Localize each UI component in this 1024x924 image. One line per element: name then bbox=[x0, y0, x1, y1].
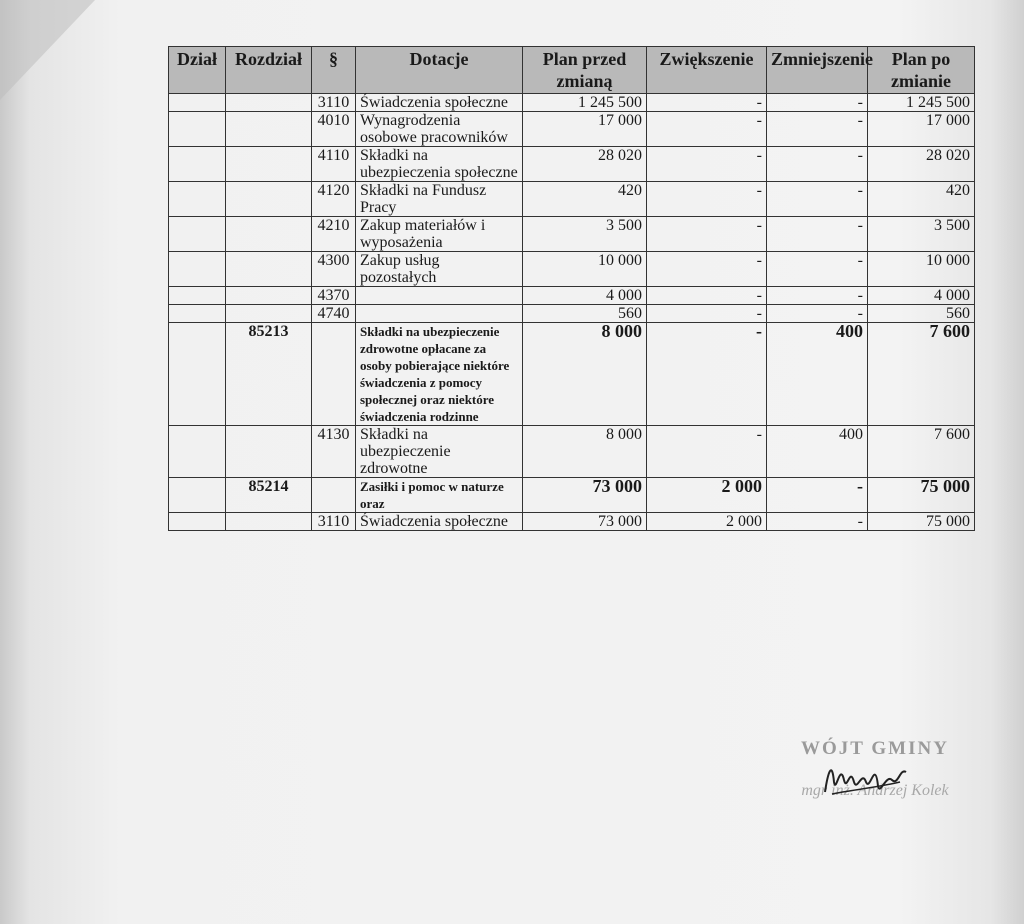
cell-zwiekszenie: - bbox=[647, 252, 767, 287]
cell-plan-po: 75 000 bbox=[868, 513, 975, 531]
cell-zmniejszenie: - bbox=[767, 147, 868, 182]
cell-opis: Zakup materiałów i wyposażenia bbox=[356, 217, 523, 252]
cell-plan-po: 7 600 bbox=[868, 426, 975, 478]
budget-table bbox=[168, 46, 975, 531]
cell-zmniejszenie: - bbox=[767, 478, 868, 513]
cell-plan-przed: 28 020 bbox=[523, 147, 647, 182]
cell-zwiekszenie: 2 000 bbox=[647, 478, 767, 513]
cell-plan-przed: 420 bbox=[523, 182, 647, 217]
header-dzial: Dział bbox=[169, 47, 226, 94]
cell-rozdzial: 85214 bbox=[226, 478, 312, 513]
cell-zmniejszenie: - bbox=[767, 217, 868, 252]
cell-plan-przed: 1 245 500 bbox=[523, 94, 647, 112]
header-paragraf: § bbox=[312, 47, 356, 94]
header-plan-po: Plan po zmianie bbox=[868, 47, 975, 94]
cell-opis bbox=[356, 287, 523, 305]
cell-zmniejszenie: - bbox=[767, 287, 868, 305]
cell-plan-po: 420 bbox=[868, 182, 975, 217]
cell-opis: Świadczenia społeczne bbox=[356, 513, 523, 531]
cell-dzial bbox=[169, 94, 226, 112]
table-row bbox=[169, 252, 975, 287]
cell-plan-po: 10 000 bbox=[868, 252, 975, 287]
cell-zwiekszenie: - bbox=[647, 94, 767, 112]
signature-block bbox=[760, 738, 990, 800]
table-row bbox=[169, 305, 975, 323]
cell-zwiekszenie: - bbox=[647, 182, 767, 217]
cell-plan-po: 7 600 bbox=[868, 323, 975, 426]
cell-zwiekszenie: - bbox=[647, 147, 767, 182]
table-row bbox=[169, 426, 975, 478]
cell-rozdzial bbox=[226, 305, 312, 323]
table-row bbox=[169, 94, 975, 112]
cell-dzial bbox=[169, 252, 226, 287]
cell-opis: Składki na ubezpieczenie zdrowotne bbox=[356, 426, 523, 478]
cell-zmniejszenie: - bbox=[767, 513, 868, 531]
cell-rozdzial bbox=[226, 147, 312, 182]
cell-plan-po: 17 000 bbox=[868, 112, 975, 147]
handwritten-signature bbox=[820, 752, 910, 802]
cell-paragraf: 4370 bbox=[312, 287, 356, 305]
cell-paragraf bbox=[312, 478, 356, 513]
cell-plan-po: 3 500 bbox=[868, 217, 975, 252]
cell-plan-przed: 8 000 bbox=[523, 323, 647, 426]
cell-zmniejszenie: - bbox=[767, 305, 868, 323]
cell-opis: Zakup usług pozostałych bbox=[356, 252, 523, 287]
cell-zwiekszenie: - bbox=[647, 217, 767, 252]
cell-plan-przed: 4 000 bbox=[523, 287, 647, 305]
cell-zwiekszenie: - bbox=[647, 426, 767, 478]
header-zwiekszenie: Zwiększenie bbox=[647, 47, 767, 94]
cell-paragraf: 4300 bbox=[312, 252, 356, 287]
header-dotacje: Dotacje bbox=[356, 47, 523, 94]
cell-dzial bbox=[169, 182, 226, 217]
cell-rozdzial bbox=[226, 182, 312, 217]
signature-name: mgr inż. Andrzej Kolek bbox=[801, 782, 949, 799]
cell-rozdzial bbox=[226, 217, 312, 252]
cell-plan-przed: 17 000 bbox=[523, 112, 647, 147]
cell-opis: Składki na Fundusz Pracy bbox=[356, 182, 523, 217]
table-row bbox=[169, 287, 975, 305]
header-rozdzial: Rozdział bbox=[226, 47, 312, 94]
cell-plan-przed: 73 000 bbox=[523, 478, 647, 513]
cell-opis bbox=[356, 305, 523, 323]
cell-dzial bbox=[169, 217, 226, 252]
cell-zwiekszenie: - bbox=[647, 323, 767, 426]
page-fold-shadow bbox=[0, 0, 95, 100]
cell-rozdzial bbox=[226, 513, 312, 531]
table-row bbox=[169, 217, 975, 252]
cell-opis: Składki na ubezpieczenie zdrowotne opłacane za osoby pobierające niektóre świadczenia z pomocy społecznej oraz niektóre świadczenia rodzinne bbox=[356, 323, 523, 426]
cell-dzial bbox=[169, 426, 226, 478]
cell-paragraf: 4010 bbox=[312, 112, 356, 147]
cell-dzial bbox=[169, 147, 226, 182]
cell-plan-po: 75 000 bbox=[868, 478, 975, 513]
cell-plan-po: 28 020 bbox=[868, 147, 975, 182]
table-row bbox=[169, 323, 975, 426]
cell-zwiekszenie: - bbox=[647, 305, 767, 323]
table-row bbox=[169, 182, 975, 217]
cell-rozdzial bbox=[226, 252, 312, 287]
cell-zmniejszenie: - bbox=[767, 252, 868, 287]
header-row bbox=[169, 47, 975, 94]
cell-dzial bbox=[169, 513, 226, 531]
cell-plan-po: 560 bbox=[868, 305, 975, 323]
cell-paragraf bbox=[312, 323, 356, 426]
cell-paragraf: 4130 bbox=[312, 426, 356, 478]
cell-zwiekszenie: - bbox=[647, 287, 767, 305]
cell-rozdzial bbox=[226, 94, 312, 112]
cell-plan-przed: 3 500 bbox=[523, 217, 647, 252]
cell-plan-przed: 10 000 bbox=[523, 252, 647, 287]
cell-rozdzial bbox=[226, 426, 312, 478]
cell-zwiekszenie: - bbox=[647, 112, 767, 147]
header-zmniejszenie: Zmniejszenie bbox=[767, 47, 868, 94]
cell-paragraf: 4120 bbox=[312, 182, 356, 217]
cell-zmniejszenie: - bbox=[767, 182, 868, 217]
table-row bbox=[169, 513, 975, 531]
cell-dzial bbox=[169, 112, 226, 147]
cell-dzial bbox=[169, 287, 226, 305]
cell-paragraf: 4210 bbox=[312, 217, 356, 252]
cell-paragraf: 3110 bbox=[312, 94, 356, 112]
header-plan-przed: Plan przed zmianą bbox=[523, 47, 647, 94]
signature-title: WÓJT GMINY bbox=[801, 738, 949, 759]
cell-rozdzial bbox=[226, 287, 312, 305]
cell-zmniejszenie: - bbox=[767, 112, 868, 147]
cell-plan-przed: 73 000 bbox=[523, 513, 647, 531]
cell-dzial bbox=[169, 323, 226, 426]
cell-opis: Składki na ubezpieczenia społeczne bbox=[356, 147, 523, 182]
cell-rozdzial bbox=[226, 112, 312, 147]
cell-rozdzial: 85213 bbox=[226, 323, 312, 426]
cell-paragraf: 4740 bbox=[312, 305, 356, 323]
cell-plan-przed: 560 bbox=[523, 305, 647, 323]
cell-opis: Zasiłki i pomoc w naturze oraz bbox=[356, 478, 523, 513]
cell-dzial bbox=[169, 305, 226, 323]
cell-paragraf: 4110 bbox=[312, 147, 356, 182]
cell-zmniejszenie: 400 bbox=[767, 323, 868, 426]
cell-dzial bbox=[169, 478, 226, 513]
cell-zmniejszenie: - bbox=[767, 94, 868, 112]
cell-paragraf: 3110 bbox=[312, 513, 356, 531]
table-row bbox=[169, 112, 975, 147]
cell-zwiekszenie: 2 000 bbox=[647, 513, 767, 531]
cell-opis: Wynagrodzenia osobowe pracowników bbox=[356, 112, 523, 147]
cell-opis: Świadczenia społeczne bbox=[356, 94, 523, 112]
cell-plan-po: 4 000 bbox=[868, 287, 975, 305]
cell-zmniejszenie: 400 bbox=[767, 426, 868, 478]
table-row bbox=[169, 478, 975, 513]
cell-plan-przed: 8 000 bbox=[523, 426, 647, 478]
cell-plan-po: 1 245 500 bbox=[868, 94, 975, 112]
table-row bbox=[169, 147, 975, 182]
